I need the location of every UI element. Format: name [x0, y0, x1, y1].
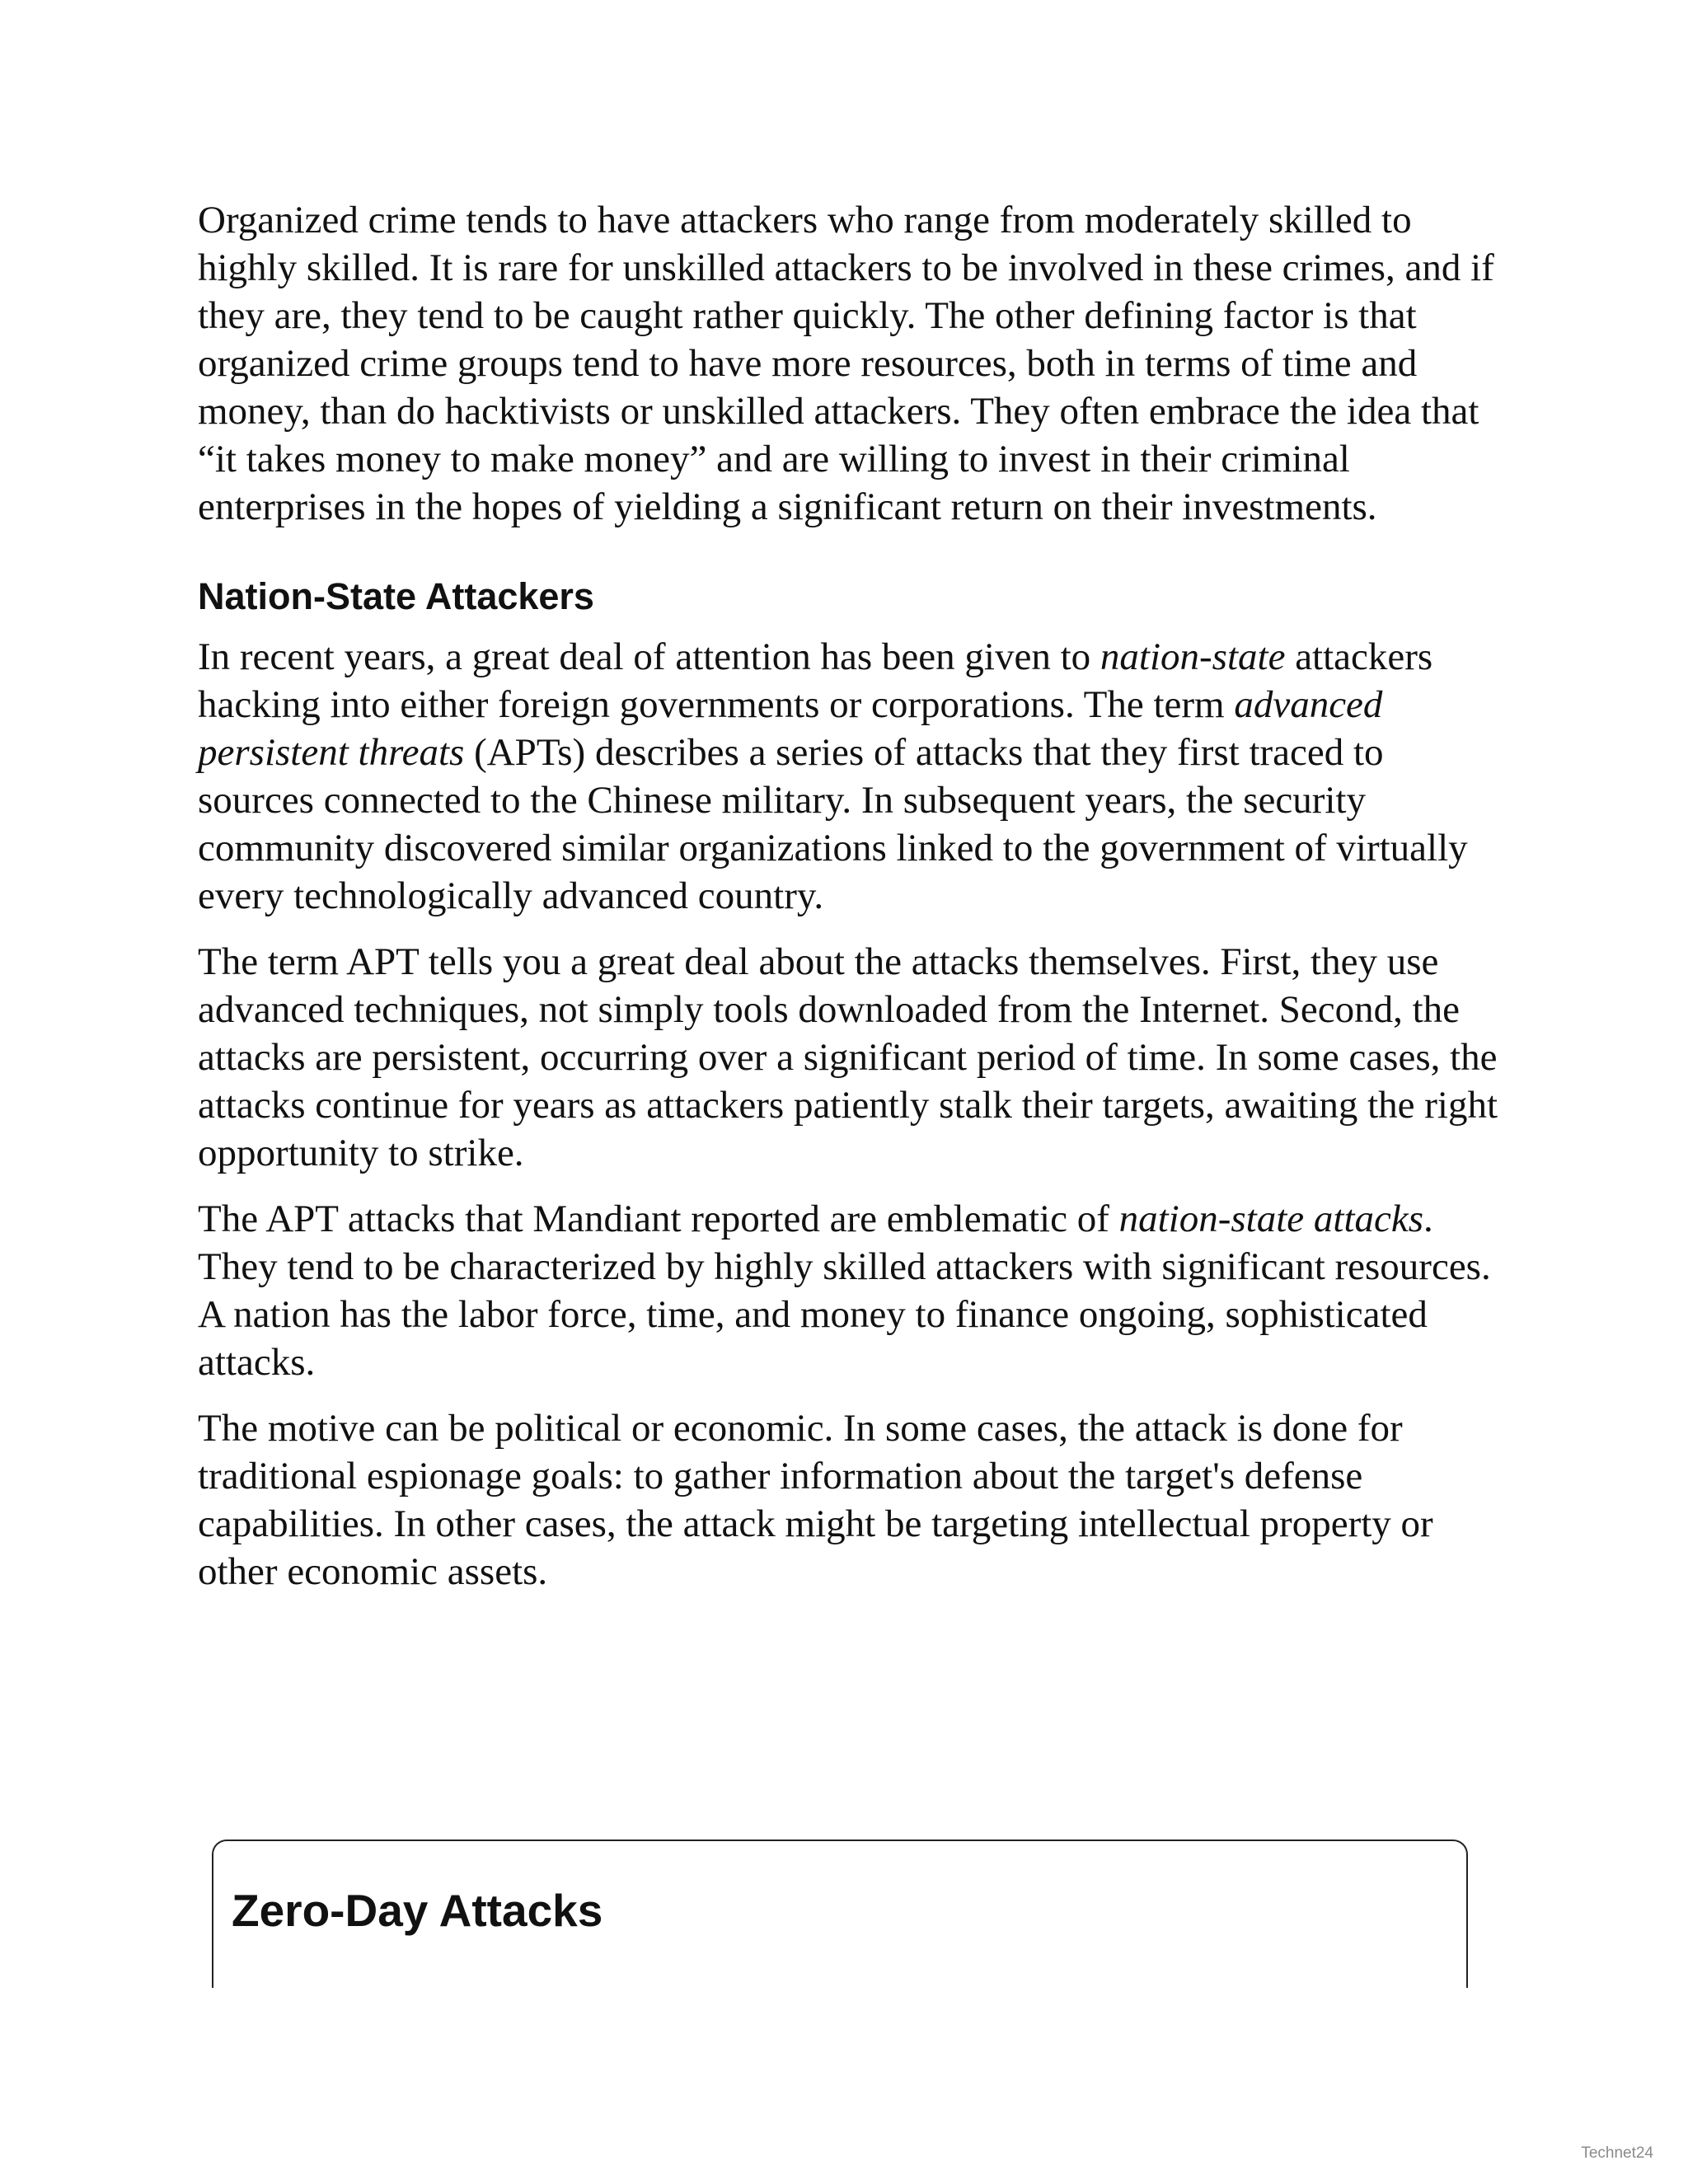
mandiant-paragraph: [198, 1195, 1500, 1386]
apt-term-paragraph: The term APT tells you a great deal about the attacks themselves. First, they use advanced techniques, not simply tools downloaded from the Internet. Second, the attacks are persistent, occurring over a significant period of time. In some cases, the attacks continue for years as attackers patiently stalk their targets, awaiting the right opportunity to strike.: [198, 940, 1498, 1174]
text-run: The APT attacks that Mandiant reported are emblematic of: [198, 1197, 1119, 1240]
motive-paragraph: The motive can be political or economic. In some cases, the attack is done for traditional espionage goals: to gather information about the target's defense capabilities. In other cases, the attack might be targeting intellectual property or other economic assets.: [198, 1407, 1433, 1593]
sidebar-title: Zero-Day Attacks: [232, 1885, 603, 1936]
term-nation-state-attacks: nation-state attacks: [1118, 1197, 1424, 1240]
watermark: Technet24: [1581, 2144, 1653, 2162]
text-run: . They tend to be characterized by highly skilled attackers with significant resources. A nation has the labor force, time, and money to finance ongoing, sophisticated attacks.: [198, 1197, 1491, 1384]
term-apt: advanced persistent threats: [198, 683, 1383, 774]
sidebar-box: [212, 1840, 1468, 1988]
organized-crime-paragraph: Organized crime tends to have attackers who range from moderately skilled to highly skilled. It is rare for unskilled attackers to be involved in these crimes, and if they are, they tend to be caught rather quickly. The other defining factor is that organized crime groups tend to have more resources, both in terms of time and money, than do hacktivists or unskilled attackers. They often embrace the idea that “it takes money to make money” and are willing to invest in their criminal enterprises in the hopes of yielding a significant return on their investments.: [198, 199, 1494, 528]
text-run: attackers hacking into either foreign governments or corporations. The term: [198, 635, 1433, 726]
nation-state-intro-paragraph: [198, 633, 1500, 920]
term-nation-state: nation-state: [1100, 635, 1286, 678]
section-heading: Nation-State Attackers: [198, 575, 594, 617]
text-run: (APTs) describes a series of attacks that they first traced to sources connected to the Chinese military. In subsequent years, the security community discovered similar organizations linked to the government of virtually every technologically advanced country.: [198, 731, 1468, 917]
text-run: In recent years, a great deal of attention has been given to: [198, 635, 1100, 678]
page-content: [198, 196, 1500, 1614]
